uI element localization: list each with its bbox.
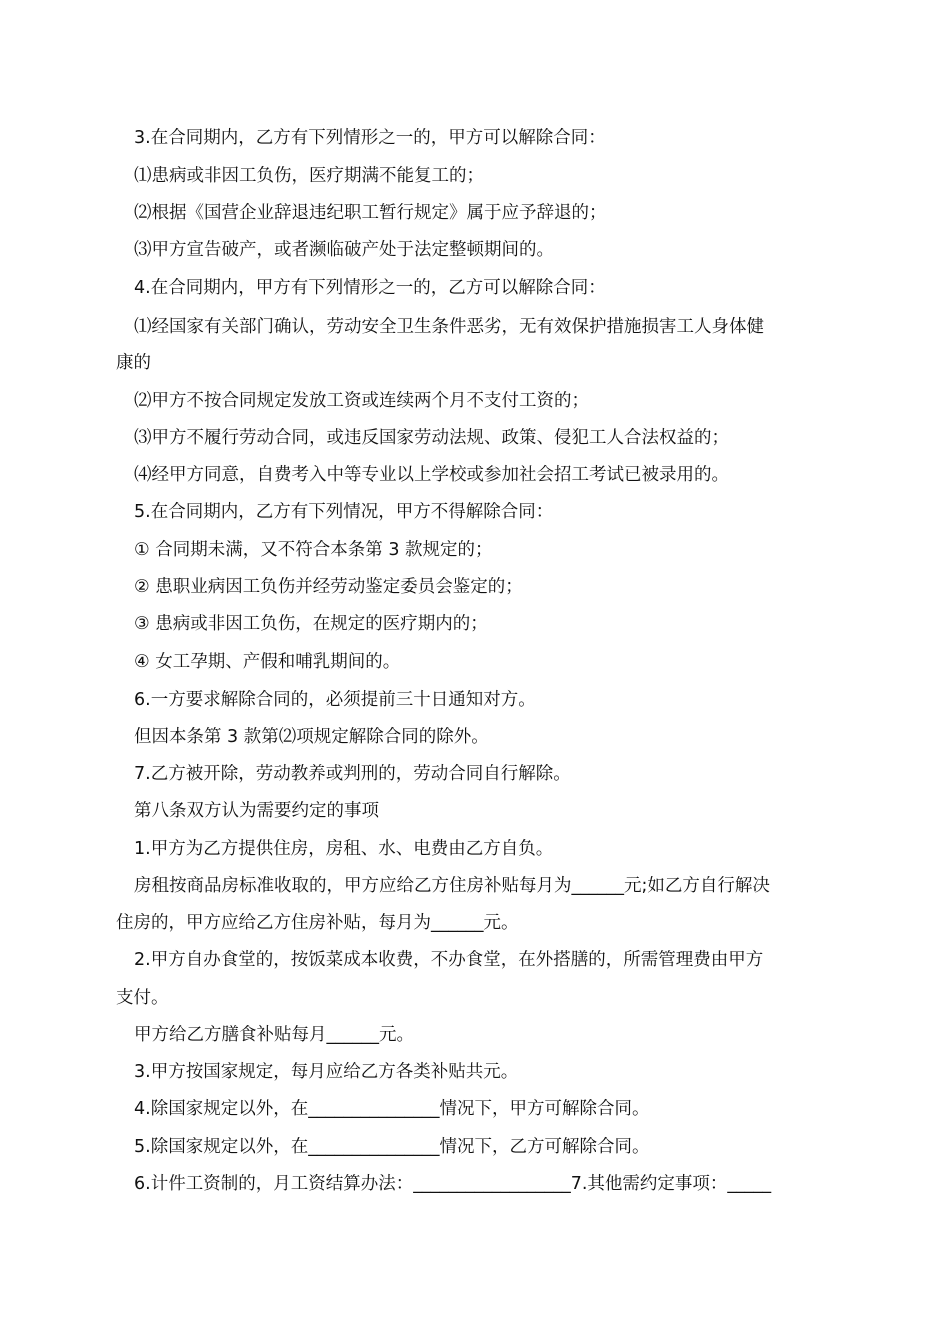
clause-7: 7.乙方被开除，劳动教养或判刑的，劳动合同自行解除。	[134, 764, 571, 784]
clause-3-item-3: ⑶甲方宣告破产，或者濒临破产处于法定整顿期间的。	[134, 240, 554, 260]
clause-5-heading: 5.在合同期内，乙方有下列情况，甲方不得解除合同：	[134, 502, 554, 522]
clause-5-item-1: ① 合同期未满，又不符合本条第 3 款规定的；	[134, 540, 493, 560]
clause-3-item-2: ⑵根据《国营企业辞退违纪职工暂行规定》属于应予辞退的；	[134, 203, 607, 223]
article-8-item-1-rent-cont: 住房的，甲方应给乙方住房补贴，每月为______元。	[116, 913, 519, 933]
clause-4-item-3: ⑶甲方不履行劳动合同，或违反国家劳动法规、政策、侵犯工人合法权益的；	[134, 428, 729, 448]
article-8-item-1-rent: 房租按商品房标准收取的，甲方应给乙方住房补贴每月为______元;如乙方自行解决	[134, 876, 770, 896]
article-8-item-3: 3.甲方按国家规定，每月应给乙方各类补贴共元。	[134, 1062, 519, 1082]
clause-4-item-1-cont: 康的	[116, 353, 151, 373]
article-8-item-1: 1.甲方为乙方提供住房，房租、水、电费由乙方自负。	[134, 839, 554, 859]
clause-5-item-4: ④ 女工孕期、产假和哺乳期间的。	[134, 652, 401, 672]
clause-6-exception: 但因本条第 3 款第⑵项规定解除合同的除外。	[134, 727, 489, 747]
article-8-meal-subsidy: 甲方给乙方膳食补贴每月______元。	[134, 1025, 414, 1045]
article-8-item-4: 4.除国家规定以外，在_______________情况下，甲方可解除合同。	[134, 1099, 650, 1119]
clause-3-item-1: ⑴患病或非因工负伤，医疗期满不能复工的；	[134, 166, 484, 186]
article-8-item-5: 5.除国家规定以外，在_______________情况下，乙方可解除合同。	[134, 1137, 650, 1157]
article-8-item-2-cont: 支付。	[116, 988, 169, 1008]
clause-5-item-3: ③ 患病或非因工负伤，在规定的医疗期内的；	[134, 614, 488, 634]
clause-3-heading: 3.在合同期内，乙方有下列情形之一的，甲方可以解除合同：	[134, 128, 606, 148]
clause-4-heading: 4.在合同期内，甲方有下列情形之一的，乙方可以解除合同：	[134, 278, 606, 298]
article-8-item-6-7: 6.计件工资制的，月工资结算办法：__________________7.其他需约定事项：_____	[134, 1174, 772, 1194]
article-8-heading: 第八条双方认为需要约定的事项	[134, 801, 379, 821]
article-8-item-2: 2.甲方自办食堂的，按饭菜成本收费，不办食堂，在外搭膳的，所需管理费由甲方	[134, 950, 764, 970]
clause-4-item-2: ⑵甲方不按合同规定发放工资或连续两个月不支付工资的；	[134, 391, 589, 411]
clause-5-item-2: ② 患职业病因工负伤并经劳动鉴定委员会鉴定的；	[134, 577, 523, 597]
clause-6: 6.一方要求解除合同的，必须提前三十日通知对方。	[134, 690, 536, 710]
clause-4-item-4: ⑷经甲方同意，自费考入中等专业以上学校或参加社会招工考试已被录用的。	[134, 465, 729, 485]
clause-4-item-1: ⑴经国家有关部门确认，劳动安全卫生条件恶劣，无有效保护措施损害工人身体健	[134, 317, 764, 337]
